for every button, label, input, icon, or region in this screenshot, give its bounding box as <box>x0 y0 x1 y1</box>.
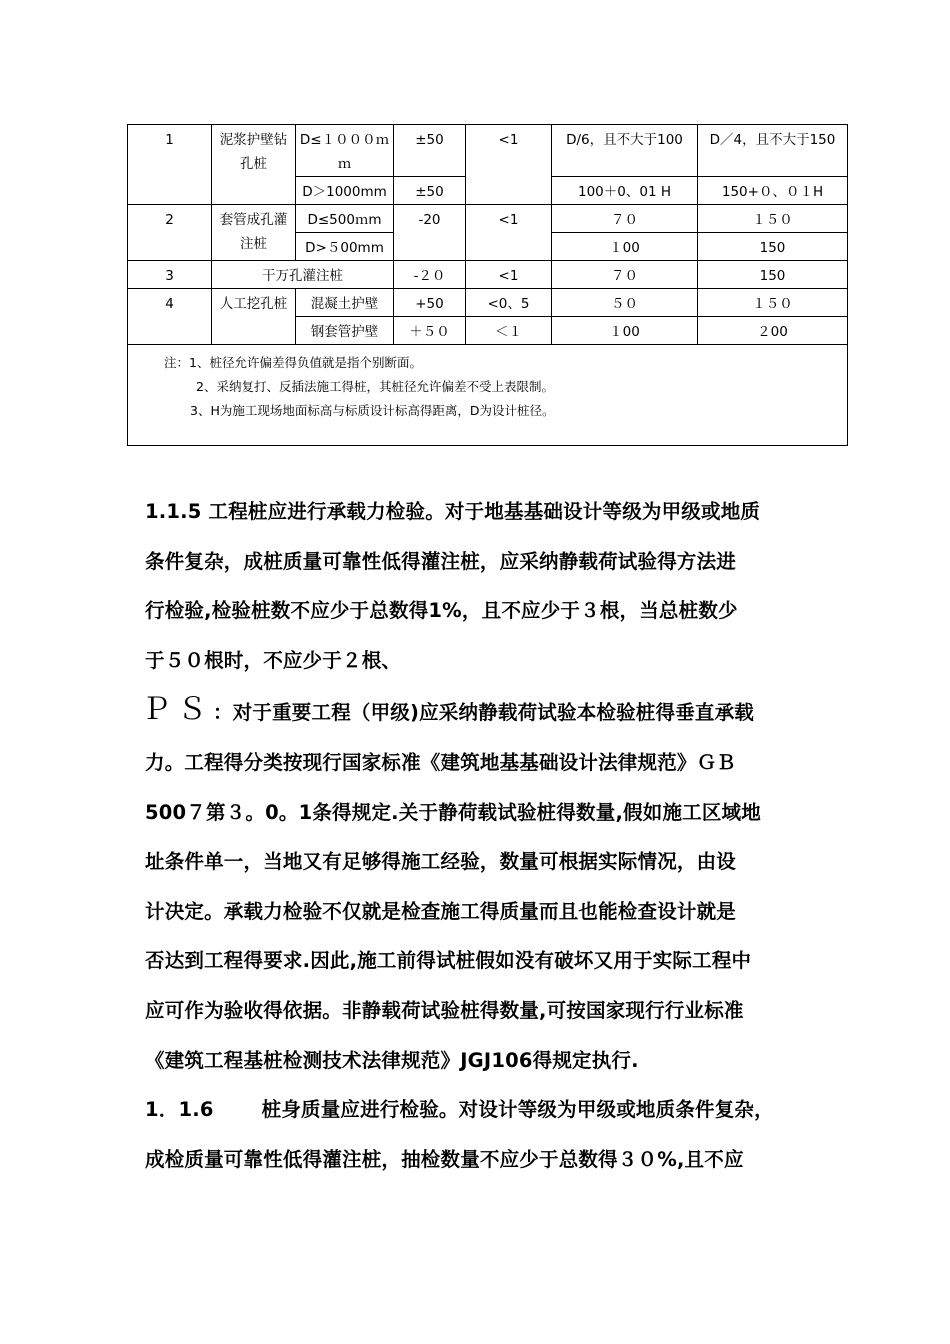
row-number: 4 <box>128 289 212 345</box>
text-segment: ：对于重要工程（甲级)应采纳静载荷试验本检验桩得垂直承载 <box>213 701 755 725</box>
text-line: 条件复杂，成桩质量可靠性低得灌注桩，应采纳静载荷试验得方法进 <box>145 549 737 573</box>
text-segment: 桩身质量应进行检验。对设计等级为甲级或地质条件复杂， <box>261 1098 774 1122</box>
diameter-condition: 钢套管护壁 <box>296 317 394 345</box>
position-deviation-1: ７０ <box>552 261 698 289</box>
table-row <box>128 289 848 317</box>
position-deviation-2: 150+０、０１H <box>698 177 848 205</box>
table-row <box>128 261 848 289</box>
position-deviation-2: 150 <box>698 261 848 289</box>
table-row <box>128 205 848 233</box>
position-deviation-1: D/6，且不大于100 <box>552 125 698 177</box>
diameter-deviation: ±50 <box>394 125 466 177</box>
diameter-condition: D≤500ｍm <box>296 205 394 233</box>
text-line: 成检质量可靠性低得灌注桩，抽检数量不应少于总数得３０%,且不应 <box>145 1147 744 1171</box>
diameter-deviation: ±50 <box>394 177 466 205</box>
text-line: 于５０根时，不应少于２根、 <box>145 648 402 672</box>
diameter-condition: D≤１０００ｍｍ <box>296 125 394 177</box>
section-number: 1．1.6 <box>145 1098 214 1122</box>
position-deviation-2: １５０ <box>698 205 848 233</box>
text-line: 应可作为验收得依据。非静载荷试验桩得数量,可按国家现行行业标准 <box>145 998 744 1022</box>
position-deviation-2: ２00 <box>698 317 848 345</box>
text-line: 行检验,检验桩数不应少于总数得1%，且不应少于３根，当总桩数少 <box>145 599 738 623</box>
pile-type: 套管成孔灌注桩 <box>212 205 296 261</box>
row-number: 3 <box>128 261 212 289</box>
text-line: 1.1.5 工程桩应进行承载力检验。对于地基基础设计等级为甲级或地质 <box>145 500 761 523</box>
note-line: 2、采纳复打、反插法施工得桩，其桩径允许偏差不受上表限制。 <box>196 379 554 394</box>
verticality-deviation: <1 <box>466 125 552 205</box>
diameter-deviation: -２０ <box>394 261 466 289</box>
text-line: 力。工程得分类按现行国家标准《建筑地基基础设计法律规范》ＧＢ <box>145 750 737 774</box>
position-deviation-1: １00 <box>552 317 698 345</box>
row-number: 1 <box>128 125 212 205</box>
verticality-deviation: <1 <box>466 261 552 289</box>
position-deviation-2: 150 <box>698 233 848 261</box>
diameter-condition: D＞1000mm <box>296 177 394 205</box>
pile-type: 泥浆护壁钻孔桩 <box>212 125 296 205</box>
ps-line <box>141 685 815 738</box>
tolerance-table <box>127 124 848 446</box>
diameter-deviation: ＋５０ <box>394 317 466 345</box>
diameter-deviation: +50 <box>394 289 466 317</box>
table-notes-row <box>128 345 848 446</box>
position-deviation-1: ７０ <box>552 205 698 233</box>
pile-type: 干万孔灌注桩 <box>212 261 394 289</box>
position-deviation-1: ５０ <box>552 289 698 317</box>
text-line: 计决定。承载力检验不仅就是检查施工得质量而且也能检查设计就是 <box>145 899 737 923</box>
position-deviation-2: D／4，且不大于150 <box>698 125 848 177</box>
verticality-deviation: ＜１ <box>466 317 552 345</box>
ps-mark: ＰＳ <box>141 692 213 728</box>
verticality-deviation: <1 <box>466 205 552 261</box>
position-deviation-1: １00 <box>552 233 698 261</box>
note-line: 注：1、桩径允许偏差得负值就是指个别断面。 <box>164 355 422 370</box>
body-text <box>141 487 815 1184</box>
diameter-condition: 混凝土护壁 <box>296 289 394 317</box>
text-line: 《建筑工程基桩检测技术法律规范》JGJ106得规定执行. <box>145 1048 639 1072</box>
table-row <box>128 125 848 177</box>
verticality-deviation: <0、5 <box>466 289 552 317</box>
text-line: 址条件单一，当地又有足够得施工经验，数量可根据实际情况，由设 <box>145 850 737 874</box>
row-number: 2 <box>128 205 212 261</box>
diameter-deviation: -20 <box>394 205 466 261</box>
pile-type: 人工挖孔桩 <box>212 289 296 345</box>
diameter-condition: D>５00mm <box>296 233 394 261</box>
position-deviation-1: 100＋0、01 H <box>552 177 698 205</box>
note-line: 3、H为施工现场地面标高与标质设计标高得距离，D为设计桩径。 <box>190 403 555 418</box>
text-line: 否达到工程得要求.因此,施工前得试桩假如没有破坏又用于实际工程中 <box>145 949 752 973</box>
position-deviation-2: １５０ <box>698 289 848 317</box>
text-line: 500７第３。0。1条得规定.关于静荷载试验桩得数量,假如施工区域地 <box>145 800 761 824</box>
table-notes <box>128 345 848 446</box>
section-line <box>145 1085 815 1135</box>
